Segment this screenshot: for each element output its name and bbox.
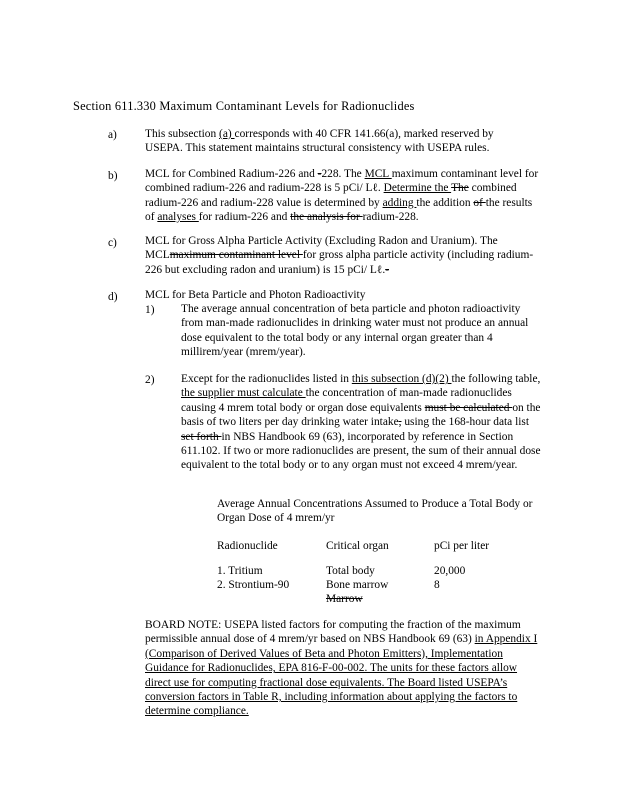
b-inserted-4: analyses (157, 211, 199, 224)
c-text-1: MCL for Gross Alpha Particle Activity (Excluding Radon and Uranium). The MCL (145, 235, 498, 262)
d2-text-1: Except for the radionuclides listed in (181, 373, 352, 385)
b-text-4: combined radium-226 and radium-228 value is determined by (145, 182, 517, 209)
paragraph-d2-text (181, 372, 543, 473)
table-header-pci-per-liter: pCi per liter (434, 540, 490, 552)
section-title: Section 611.330 Maximum Contaminant Levels for Radionuclides (73, 99, 415, 113)
d2-text-2: the following table, (451, 373, 541, 385)
subsection-b-label: b) (108, 170, 118, 182)
table-row-1-organ: Total body (326, 565, 375, 577)
c-deleted-1: maximum contaminant level (169, 249, 303, 262)
d2-inserted-1: this subsection (d)(2) (351, 373, 452, 385)
a-inserted-1: (a) (219, 128, 235, 140)
b-text-3: maximum contaminant level for combined radium-226 and radium-228 is 5 pCi/ Lℓ. (145, 168, 539, 195)
b-text-6: the results of (145, 196, 533, 224)
board-note (145, 618, 543, 719)
b-inserted-1: MCL (364, 168, 392, 180)
table-row-2-organ-deleted: Marrow (326, 593, 363, 605)
d2-text-5: using the 168-hour data list (401, 416, 529, 429)
table-row-2-radionuclide: 2. Strontium-90 (217, 579, 290, 591)
d2-text-4: on the basis of two liters per day drinking water intake (181, 401, 541, 429)
a-text-2: corresponds with 40 CFR 141.66(a), marked reserved by USEPA. This statement maintains structural consistency with USEPA rules. (145, 128, 494, 155)
subsection-a-text (145, 127, 525, 156)
subsection-c-text (145, 234, 545, 277)
d2-deleted-2: , (398, 416, 402, 429)
subsection-d-heading: MCL for Beta Particle and Photon Radioactivity (145, 289, 366, 301)
b-inserted-3: adding (382, 196, 417, 209)
b-deleted-3: of (473, 196, 486, 209)
b-deleted-4: the analysis for (290, 211, 363, 224)
subsection-c-label: c) (108, 237, 117, 249)
d2-inserted-2: the supplier must calculate (181, 387, 306, 400)
subsection-d-label: d) (108, 291, 118, 303)
b-text-5: the addition (416, 196, 474, 209)
board-note-inserted: in Appendix I (Comparison of Derived Values of Beta and Photon Emitters), Implementation Guidance for Radionuclides, EPA 816-F-00-002. The units for these factors allow direct use for computing fractional dose equivalents. The Board listed USEPA’s conversion factors in Table R, including information about applying the factors to determine compliance. (145, 633, 538, 718)
paragraph-d1-text: The average annual concentration of beta particle and photon radioactivity from man-made radionuclides in drinking water must not produce an annual dose equivalent to the total body or any internal organ greater than 4 millirem/year (mrem/year). (181, 303, 529, 359)
b-text-7: for radium-226 and (198, 211, 291, 224)
d2-deleted-3: set forth (181, 430, 222, 443)
table-row-1-value: 20,000 (434, 565, 466, 577)
subsection-b-text (145, 167, 543, 225)
c-text-2: for gross alpha particle activity (including radium-226 but excluding radon and uranium) is 15 pCi/ Lℓ. (145, 249, 534, 276)
table-header-critical-organ: Critical organ (326, 540, 389, 552)
b-inserted-2: Determine the (383, 182, 452, 195)
board-note-text: BOARD NOTE: USEPA listed factors for computing the fraction of the maximum permissible annual dose of 4 mrem/yr based on NBS Handbook 69 (63) (145, 619, 521, 646)
table-row-1-radionuclide: 1. Tritium (217, 565, 263, 577)
a-text-1: This subsection (145, 128, 220, 140)
b-text-8: radium-228. (362, 211, 419, 224)
paragraph-d1-label: 1) (145, 304, 155, 316)
b-deleted-1: - (317, 168, 322, 180)
c-deleted-2: - (385, 263, 389, 276)
d2-text-3: the concentration of man-made radionuclides causing 4 mrem total body or organ dose equivalents (181, 387, 512, 414)
table-row-2-value: 8 (434, 579, 440, 591)
b-deleted-2: The (451, 182, 469, 195)
subsection-a-label: a) (108, 129, 117, 141)
table-header-radionuclide: Radionuclide (217, 540, 278, 552)
b-text-2: 228. The (321, 168, 365, 180)
d2-deleted-1: must be calculated (424, 401, 513, 414)
table-row-2-organ: Bone marrow (326, 579, 389, 591)
b-text-1: MCL for Combined Radium-226 and (145, 168, 318, 180)
table-caption: Average Annual Concentrations Assumed to Produce a Total Body or Organ Dose of 4 mrem/yr (217, 498, 533, 525)
d2-text-6: in NBS Handbook 69 (63), incorporated by reference in Section 611.102. If two or more radionuclides are present, the sum of their annual dose equivalent to the total body or to any organ must not exceed 4 mrem/year. (181, 430, 541, 472)
paragraph-d2-label: 2) (145, 374, 155, 386)
